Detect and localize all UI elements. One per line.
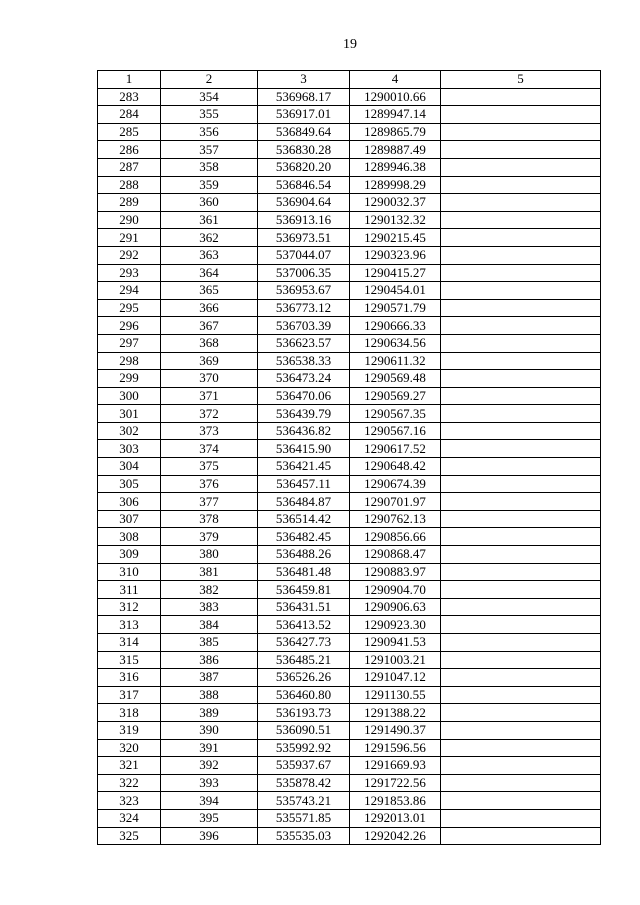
y-coordinate-cell: 1291669.93 <box>350 757 441 775</box>
note-cell <box>441 827 601 845</box>
point-number-cell: 384 <box>161 616 258 634</box>
note-cell <box>441 106 601 124</box>
note-cell <box>441 475 601 493</box>
row-number-cell: 313 <box>98 616 161 634</box>
note-cell <box>441 158 601 176</box>
y-coordinate-cell: 1290032.37 <box>350 194 441 212</box>
note-cell <box>441 123 601 141</box>
note-cell <box>441 317 601 335</box>
row-number-cell: 325 <box>98 827 161 845</box>
note-cell <box>441 387 601 405</box>
y-coordinate-cell: 1291596.56 <box>350 739 441 757</box>
note-cell <box>441 405 601 423</box>
note-cell <box>441 651 601 669</box>
x-coordinate-cell: 536415.90 <box>258 440 350 458</box>
row-number-cell: 292 <box>98 246 161 264</box>
table-row <box>98 370 601 388</box>
point-number-cell: 354 <box>161 88 258 106</box>
x-coordinate-cell: 536538.33 <box>258 352 350 370</box>
note-cell <box>441 757 601 775</box>
row-number-cell: 291 <box>98 229 161 247</box>
row-number-cell: 310 <box>98 563 161 581</box>
table-row <box>98 422 601 440</box>
column-header-4: 4 <box>350 71 441 89</box>
x-coordinate-cell: 536773.12 <box>258 299 350 317</box>
note-cell <box>441 458 601 476</box>
table-row <box>98 176 601 194</box>
table-row <box>98 158 601 176</box>
row-number-cell: 312 <box>98 598 161 616</box>
row-number-cell: 317 <box>98 686 161 704</box>
row-number-cell: 306 <box>98 493 161 511</box>
point-number-cell: 385 <box>161 634 258 652</box>
x-coordinate-cell: 536846.54 <box>258 176 350 194</box>
row-number-cell: 318 <box>98 704 161 722</box>
row-number-cell: 296 <box>98 317 161 335</box>
y-coordinate-cell: 1291388.22 <box>350 704 441 722</box>
x-coordinate-cell: 536968.17 <box>258 88 350 106</box>
row-number-cell: 284 <box>98 106 161 124</box>
point-number-cell: 389 <box>161 704 258 722</box>
note-cell <box>441 282 601 300</box>
y-coordinate-cell: 1289887.49 <box>350 141 441 159</box>
x-coordinate-cell: 535992.92 <box>258 739 350 757</box>
y-coordinate-cell: 1290454.01 <box>350 282 441 300</box>
note-cell <box>441 334 601 352</box>
table-body <box>98 88 601 845</box>
column-header-1: 1 <box>98 71 161 89</box>
x-coordinate-cell: 536482.45 <box>258 528 350 546</box>
point-number-cell: 387 <box>161 669 258 687</box>
table-row <box>98 211 601 229</box>
x-coordinate-cell: 536484.87 <box>258 493 350 511</box>
table-row <box>98 123 601 141</box>
y-coordinate-cell: 1289946.38 <box>350 158 441 176</box>
y-coordinate-cell: 1289998.29 <box>350 176 441 194</box>
y-coordinate-cell: 1290571.79 <box>350 299 441 317</box>
note-cell <box>441 598 601 616</box>
y-coordinate-cell: 1290567.16 <box>350 422 441 440</box>
y-coordinate-cell: 1290923.30 <box>350 616 441 634</box>
row-number-cell: 309 <box>98 546 161 564</box>
note-cell <box>441 211 601 229</box>
y-coordinate-cell: 1290856.66 <box>350 528 441 546</box>
point-number-cell: 362 <box>161 229 258 247</box>
row-number-cell: 295 <box>98 299 161 317</box>
x-coordinate-cell: 536436.82 <box>258 422 350 440</box>
y-coordinate-cell: 1290904.70 <box>350 581 441 599</box>
x-coordinate-cell: 536413.52 <box>258 616 350 634</box>
column-header-5: 5 <box>441 71 601 89</box>
table-row <box>98 651 601 669</box>
table-row <box>98 546 601 564</box>
table-header-row <box>98 71 601 89</box>
x-coordinate-cell: 536193.73 <box>258 704 350 722</box>
point-number-cell: 383 <box>161 598 258 616</box>
y-coordinate-cell: 1290634.56 <box>350 334 441 352</box>
table-row <box>98 141 601 159</box>
x-coordinate-cell: 536488.26 <box>258 546 350 564</box>
y-coordinate-cell: 1290868.47 <box>350 546 441 564</box>
note-cell <box>441 809 601 827</box>
row-number-cell: 300 <box>98 387 161 405</box>
point-number-cell: 365 <box>161 282 258 300</box>
x-coordinate-cell: 536439.79 <box>258 405 350 423</box>
note-cell <box>441 546 601 564</box>
table-row <box>98 598 601 616</box>
row-number-cell: 289 <box>98 194 161 212</box>
table-row <box>98 510 601 528</box>
note-cell <box>441 88 601 106</box>
note-cell <box>441 634 601 652</box>
x-coordinate-cell: 536427.73 <box>258 634 350 652</box>
point-number-cell: 371 <box>161 387 258 405</box>
point-number-cell: 366 <box>161 299 258 317</box>
x-coordinate-cell: 536514.42 <box>258 510 350 528</box>
point-number-cell: 364 <box>161 264 258 282</box>
x-coordinate-cell: 536973.51 <box>258 229 350 247</box>
x-coordinate-cell: 535535.03 <box>258 827 350 845</box>
table-row <box>98 528 601 546</box>
x-coordinate-cell: 536904.64 <box>258 194 350 212</box>
row-number-cell: 293 <box>98 264 161 282</box>
table-row <box>98 757 601 775</box>
point-number-cell: 379 <box>161 528 258 546</box>
point-number-cell: 378 <box>161 510 258 528</box>
x-coordinate-cell: 536459.81 <box>258 581 350 599</box>
row-number-cell: 311 <box>98 581 161 599</box>
y-coordinate-cell: 1290569.27 <box>350 387 441 405</box>
row-number-cell: 315 <box>98 651 161 669</box>
x-coordinate-cell: 536457.11 <box>258 475 350 493</box>
row-number-cell: 286 <box>98 141 161 159</box>
x-coordinate-cell: 536953.67 <box>258 282 350 300</box>
note-cell <box>441 176 601 194</box>
note-cell <box>441 704 601 722</box>
note-cell <box>441 229 601 247</box>
note-cell <box>441 739 601 757</box>
point-number-cell: 355 <box>161 106 258 124</box>
x-coordinate-cell: 535743.21 <box>258 792 350 810</box>
row-number-cell: 285 <box>98 123 161 141</box>
y-coordinate-cell: 1290906.63 <box>350 598 441 616</box>
x-coordinate-cell: 536703.39 <box>258 317 350 335</box>
point-number-cell: 367 <box>161 317 258 335</box>
y-coordinate-cell: 1290569.48 <box>350 370 441 388</box>
note-cell <box>441 721 601 739</box>
y-coordinate-cell: 1290762.13 <box>350 510 441 528</box>
table-row <box>98 669 601 687</box>
y-coordinate-cell: 1290611.32 <box>350 352 441 370</box>
row-number-cell: 324 <box>98 809 161 827</box>
row-number-cell: 283 <box>98 88 161 106</box>
x-coordinate-cell: 536623.57 <box>258 334 350 352</box>
row-number-cell: 294 <box>98 282 161 300</box>
row-number-cell: 287 <box>98 158 161 176</box>
note-cell <box>441 299 601 317</box>
x-coordinate-cell: 535571.85 <box>258 809 350 827</box>
y-coordinate-cell: 1290674.39 <box>350 475 441 493</box>
point-number-cell: 382 <box>161 581 258 599</box>
row-number-cell: 288 <box>98 176 161 194</box>
note-cell <box>441 774 601 792</box>
table-row <box>98 387 601 405</box>
y-coordinate-cell: 1290323.96 <box>350 246 441 264</box>
row-number-cell: 321 <box>98 757 161 775</box>
row-number-cell: 297 <box>98 334 161 352</box>
table-row <box>98 493 601 511</box>
y-coordinate-cell: 1290701.97 <box>350 493 441 511</box>
note-cell <box>441 616 601 634</box>
y-coordinate-cell: 1290132.32 <box>350 211 441 229</box>
x-coordinate-cell: 536470.06 <box>258 387 350 405</box>
point-number-cell: 386 <box>161 651 258 669</box>
point-number-cell: 391 <box>161 739 258 757</box>
x-coordinate-cell: 536820.20 <box>258 158 350 176</box>
note-cell <box>441 686 601 704</box>
coordinates-table <box>97 70 601 845</box>
table-row <box>98 581 601 599</box>
row-number-cell: 319 <box>98 721 161 739</box>
point-number-cell: 388 <box>161 686 258 704</box>
column-header-2: 2 <box>161 71 258 89</box>
table-row <box>98 634 601 652</box>
note-cell <box>441 370 601 388</box>
y-coordinate-cell: 1291490.37 <box>350 721 441 739</box>
table-row <box>98 792 601 810</box>
y-coordinate-cell: 1290415.27 <box>350 264 441 282</box>
point-number-cell: 375 <box>161 458 258 476</box>
y-coordinate-cell: 1289865.79 <box>350 123 441 141</box>
point-number-cell: 360 <box>161 194 258 212</box>
table-row <box>98 563 601 581</box>
table-row <box>98 774 601 792</box>
point-number-cell: 369 <box>161 352 258 370</box>
x-coordinate-cell: 536917.01 <box>258 106 350 124</box>
point-number-cell: 376 <box>161 475 258 493</box>
row-number-cell: 307 <box>98 510 161 528</box>
point-number-cell: 381 <box>161 563 258 581</box>
y-coordinate-cell: 1291003.21 <box>350 651 441 669</box>
point-number-cell: 356 <box>161 123 258 141</box>
row-number-cell: 301 <box>98 405 161 423</box>
row-number-cell: 314 <box>98 634 161 652</box>
point-number-cell: 363 <box>161 246 258 264</box>
row-number-cell: 308 <box>98 528 161 546</box>
point-number-cell: 357 <box>161 141 258 159</box>
table-row <box>98 88 601 106</box>
table-row <box>98 721 601 739</box>
table-row <box>98 352 601 370</box>
x-coordinate-cell: 535937.67 <box>258 757 350 775</box>
y-coordinate-cell: 1290567.35 <box>350 405 441 423</box>
point-number-cell: 394 <box>161 792 258 810</box>
table-row <box>98 106 601 124</box>
x-coordinate-cell: 536913.16 <box>258 211 350 229</box>
x-coordinate-cell: 536421.45 <box>258 458 350 476</box>
y-coordinate-cell: 1291047.12 <box>350 669 441 687</box>
x-coordinate-cell: 536830.28 <box>258 141 350 159</box>
x-coordinate-cell: 537044.07 <box>258 246 350 264</box>
note-cell <box>441 493 601 511</box>
point-number-cell: 392 <box>161 757 258 775</box>
table-row <box>98 405 601 423</box>
y-coordinate-cell: 1292042.26 <box>350 827 441 845</box>
point-number-cell: 374 <box>161 440 258 458</box>
point-number-cell: 396 <box>161 827 258 845</box>
note-cell <box>441 669 601 687</box>
column-header-3: 3 <box>258 71 350 89</box>
row-number-cell: 316 <box>98 669 161 687</box>
x-coordinate-cell: 536090.51 <box>258 721 350 739</box>
y-coordinate-cell: 1289947.14 <box>350 106 441 124</box>
y-coordinate-cell: 1290010.66 <box>350 88 441 106</box>
x-coordinate-cell: 536481.48 <box>258 563 350 581</box>
row-number-cell: 302 <box>98 422 161 440</box>
table-row <box>98 686 601 704</box>
point-number-cell: 393 <box>161 774 258 792</box>
x-coordinate-cell: 536460.80 <box>258 686 350 704</box>
point-number-cell: 370 <box>161 370 258 388</box>
row-number-cell: 290 <box>98 211 161 229</box>
note-cell <box>441 792 601 810</box>
row-number-cell: 298 <box>98 352 161 370</box>
y-coordinate-cell: 1290617.52 <box>350 440 441 458</box>
table-row <box>98 246 601 264</box>
table-row <box>98 458 601 476</box>
note-cell <box>441 563 601 581</box>
y-coordinate-cell: 1291722.56 <box>350 774 441 792</box>
point-number-cell: 361 <box>161 211 258 229</box>
table-row <box>98 282 601 300</box>
point-number-cell: 395 <box>161 809 258 827</box>
table-row <box>98 194 601 212</box>
table-row <box>98 616 601 634</box>
point-number-cell: 373 <box>161 422 258 440</box>
table-row <box>98 704 601 722</box>
row-number-cell: 299 <box>98 370 161 388</box>
point-number-cell: 390 <box>161 721 258 739</box>
note-cell <box>441 246 601 264</box>
point-number-cell: 377 <box>161 493 258 511</box>
point-number-cell: 368 <box>161 334 258 352</box>
table-row <box>98 264 601 282</box>
note-cell <box>441 510 601 528</box>
y-coordinate-cell: 1290666.33 <box>350 317 441 335</box>
y-coordinate-cell: 1290648.42 <box>350 458 441 476</box>
row-number-cell: 323 <box>98 792 161 810</box>
note-cell <box>441 194 601 212</box>
table-row <box>98 475 601 493</box>
x-coordinate-cell: 536473.24 <box>258 370 350 388</box>
y-coordinate-cell: 1290215.45 <box>350 229 441 247</box>
table-row <box>98 739 601 757</box>
row-number-cell: 320 <box>98 739 161 757</box>
x-coordinate-cell: 537006.35 <box>258 264 350 282</box>
table-row <box>98 317 601 335</box>
row-number-cell: 303 <box>98 440 161 458</box>
note-cell <box>441 528 601 546</box>
y-coordinate-cell: 1291853.86 <box>350 792 441 810</box>
point-number-cell: 380 <box>161 546 258 564</box>
x-coordinate-cell: 536526.26 <box>258 669 350 687</box>
row-number-cell: 304 <box>98 458 161 476</box>
note-cell <box>441 422 601 440</box>
table-row <box>98 334 601 352</box>
y-coordinate-cell: 1290941.53 <box>350 634 441 652</box>
note-cell <box>441 141 601 159</box>
note-cell <box>441 352 601 370</box>
y-coordinate-cell: 1291130.55 <box>350 686 441 704</box>
point-number-cell: 358 <box>161 158 258 176</box>
x-coordinate-cell: 535878.42 <box>258 774 350 792</box>
table-row <box>98 440 601 458</box>
y-coordinate-cell: 1290883.97 <box>350 563 441 581</box>
y-coordinate-cell: 1292013.01 <box>350 809 441 827</box>
note-cell <box>441 264 601 282</box>
note-cell <box>441 440 601 458</box>
note-cell <box>441 581 601 599</box>
point-number-cell: 372 <box>161 405 258 423</box>
x-coordinate-cell: 536485.21 <box>258 651 350 669</box>
page-number: 19 <box>343 37 357 52</box>
x-coordinate-cell: 536849.64 <box>258 123 350 141</box>
row-number-cell: 322 <box>98 774 161 792</box>
x-coordinate-cell: 536431.51 <box>258 598 350 616</box>
table-row <box>98 827 601 845</box>
table-row <box>98 229 601 247</box>
point-number-cell: 359 <box>161 176 258 194</box>
table-row <box>98 809 601 827</box>
table-row <box>98 299 601 317</box>
row-number-cell: 305 <box>98 475 161 493</box>
